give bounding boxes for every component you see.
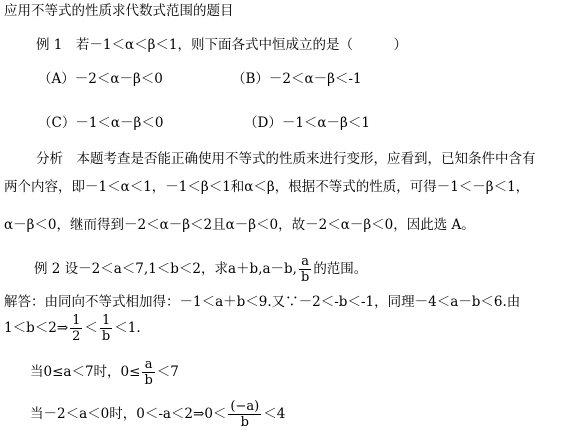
fraction-denominator: 2 xyxy=(72,329,81,344)
example2-question-text: 例 2 设－2＜a＜7,1＜b＜2，求a＋b,a－b, xyxy=(34,261,297,277)
option-b: （B）－2＜α－β＜-1 xyxy=(232,71,362,87)
fraction-1-over-b xyxy=(100,313,112,344)
fraction-denominator: b xyxy=(300,270,310,285)
case-1-tail: ＜7 xyxy=(156,364,179,380)
solution-line-2-mid: ＜ xyxy=(84,320,98,336)
case-2-tail: ＜4 xyxy=(263,406,286,422)
example1-question: 例 1 若－1＜α＜β＜1，则下面各式中恒成立的是（ ） xyxy=(36,37,407,53)
fraction-a-over-b xyxy=(299,254,311,285)
fraction-numerator: 1 xyxy=(100,313,112,329)
case-1 xyxy=(30,356,179,388)
solution-line-2 xyxy=(4,312,141,344)
analysis-line-2: 两个内容，即－1＜α＜1，－1＜β＜1和α＜β，根据不等式的性质，可得－1＜－β＜1， xyxy=(4,179,530,195)
option-a: （A）－2＜α－β＜0 xyxy=(38,71,163,87)
solution-line-2-tail: ＜1. xyxy=(114,320,141,336)
fraction-denominator: b xyxy=(101,329,111,344)
example2-question xyxy=(34,254,367,285)
page-title: 应用不等式的性质求代数式范围的题目 xyxy=(4,3,234,19)
case-2 xyxy=(30,398,285,430)
fraction-denominator: b xyxy=(240,415,249,430)
option-c: （C）－1＜α－β＜0 xyxy=(38,115,164,131)
solution-line-2-head: 1＜b＜2⇒ xyxy=(4,320,69,336)
fraction-numerator: a xyxy=(299,254,311,270)
analysis-line-3: α－β＜0，继而得到－2＜α－β＜2且α－β＜0，故－2＜α－β＜0，因此选 A。 xyxy=(4,217,475,233)
fraction-numerator: a xyxy=(142,357,154,373)
fraction-numerator: (−a) xyxy=(230,399,260,414)
option-d: （D）－1＜α－β＜1 xyxy=(244,115,370,131)
case-2-head: 当－2＜a＜0时，0＜-a＜2⇒0＜ xyxy=(30,406,227,422)
analysis-line-1: 分析 本题考查是否能正确使用不等式的性质来进行变形，应看到，已知条件中含有 xyxy=(36,151,536,167)
fraction-denominator: b xyxy=(144,373,153,388)
case-1-head: 当0≤a＜7时，0≤ xyxy=(30,364,141,380)
fraction-numerator: 1 xyxy=(72,313,81,328)
fraction-a-over-b xyxy=(142,357,154,388)
fraction-1-over-2 xyxy=(70,313,82,344)
solution-line-1: 解答：由同向不等式相加得：－1＜a＋b＜9.又∵－2＜-b＜-1，同理－4＜a－b＜6.由 xyxy=(4,294,521,310)
example2-question-tail: 的范围。 xyxy=(313,261,368,277)
fraction-neg-a-over-b xyxy=(228,399,261,430)
